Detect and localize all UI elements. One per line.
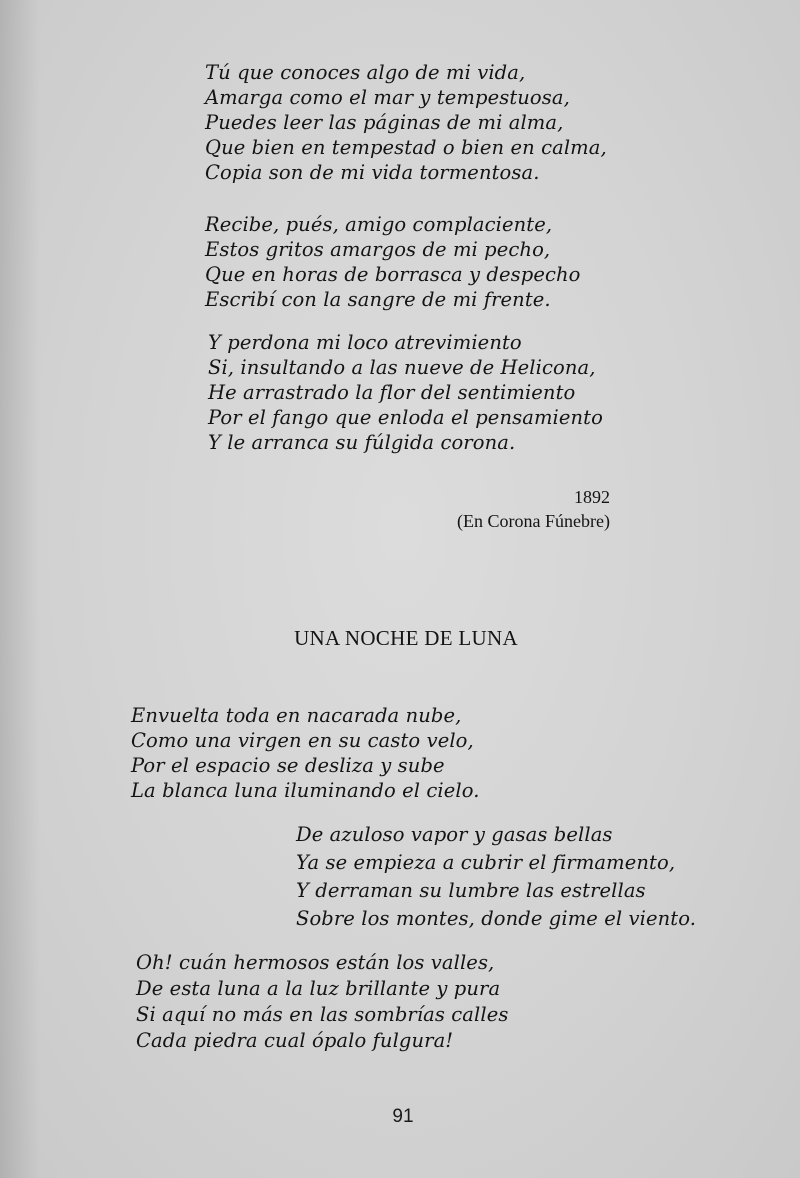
poem-line: Que en horas de borrasca y despecho (205, 263, 581, 286)
poem-line: Estos gritos amargos de mi pecho, (205, 238, 551, 261)
poem1-stanza-3 (208, 330, 603, 455)
poem-line: Por el fango que enloda el pensamiento (208, 406, 603, 429)
poem-line: Puedes leer las páginas de mi alma, (205, 111, 564, 134)
poem1-stanza-1 (205, 60, 607, 185)
poem-line: Ya se empieza a cubrir el firmamento, (296, 851, 676, 874)
poem-line: Copia son de mi vida tormentosa. (205, 161, 540, 184)
poem-line: Como una virgen en su casto velo, (131, 729, 474, 752)
poem1-stanza-2 (205, 212, 581, 312)
poem-line: De azuloso vapor y gasas bellas (296, 823, 613, 846)
poem-line: La blanca luna iluminando el cielo. (131, 779, 480, 802)
poem-line: Por el espacio se desliza y sube (131, 754, 445, 777)
poem2-title: UNA NOCHE DE LUNA (294, 626, 518, 650)
poem-line: He arrastrado la flor del sentimiento (208, 381, 576, 404)
poem-line: Y le arranca su fúlgida corona. (208, 431, 516, 454)
poem-line: Cada piedra cual ópalo fulgura! (136, 1029, 454, 1052)
poem-line: Recibe, pués, amigo complaciente, (205, 213, 553, 236)
page-number: 91 (392, 1106, 414, 1127)
poem2-stanza-2 (296, 821, 696, 933)
poem1-year: 1892 (574, 487, 610, 507)
poem2-stanza-1 (131, 703, 480, 803)
poem-line: Tú que conoces algo de mi vida, (205, 61, 526, 84)
poem1-source: (En Corona Fúnebre) (457, 511, 610, 531)
poem-line: De esta luna a la luz brillante y pura (136, 977, 501, 1000)
poem-line: Amarga como el mar y tempestuosa, (205, 86, 570, 109)
poem-line: Si aquí no más en las sombrías calles (136, 1003, 509, 1026)
poem-line: Oh! cuán hermosos están los valles, (136, 951, 495, 974)
poem-line: Y perdona mi loco atrevimiento (208, 331, 522, 354)
page-gutter-shadow (0, 0, 40, 1178)
poem-line: Escribí con la sangre de mi frente. (205, 288, 551, 311)
poem-line: Si, insultando a las nueve de Helicona, (208, 356, 596, 379)
poem-line: Y derraman su lumbre las estrellas (296, 879, 646, 902)
poem-line: Sobre los montes, donde gime el viento. (296, 907, 697, 930)
poem-line: Envuelta toda en nacarada nube, (131, 704, 462, 727)
poem2-stanza-3 (136, 950, 508, 1054)
poem-line: Que bien en tempestad o bien en calma, (205, 136, 607, 159)
